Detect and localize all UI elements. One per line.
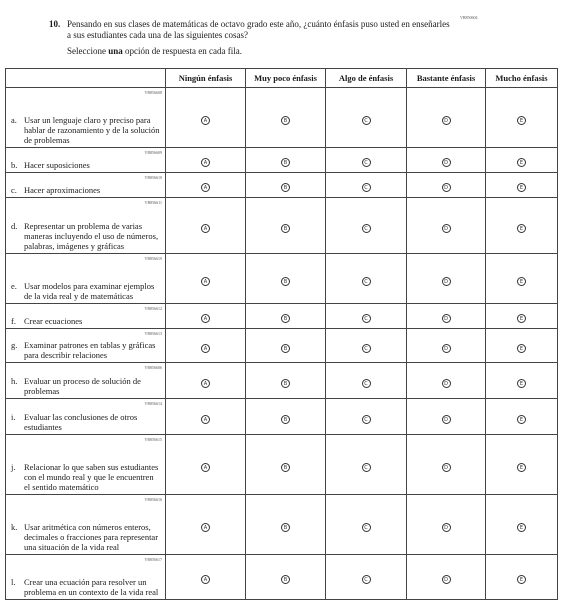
item-cell xyxy=(6,495,166,555)
radio-bubble[interactable]: A xyxy=(201,463,210,472)
item-letter: h. xyxy=(11,376,18,386)
item-cell xyxy=(6,329,166,363)
radio-bubble[interactable]: D xyxy=(442,158,451,167)
radio-bubble[interactable]: A xyxy=(201,344,210,353)
option-cell xyxy=(407,254,486,304)
option-cell xyxy=(486,198,558,254)
item-label xyxy=(11,522,161,552)
radio-bubble[interactable]: D xyxy=(442,277,451,286)
table-row xyxy=(6,148,558,173)
item-label xyxy=(11,316,161,326)
header-algo: Algo de énfasis xyxy=(326,69,407,88)
radio-bubble[interactable]: B xyxy=(281,575,290,584)
header-muy-poco: Muy poco énfasis xyxy=(246,69,326,88)
radio-bubble[interactable]: A xyxy=(201,116,210,125)
item-label xyxy=(11,185,161,195)
item-letter: f. xyxy=(11,316,16,326)
table-row xyxy=(6,399,558,435)
option-cell xyxy=(326,555,407,600)
radio-bubble[interactable]: A xyxy=(201,523,210,532)
radio-bubble[interactable]: B xyxy=(281,183,290,192)
option-cell xyxy=(407,555,486,600)
radio-bubble[interactable]: C xyxy=(362,224,371,233)
item-cell xyxy=(6,435,166,495)
option-cell xyxy=(246,495,326,555)
item-label xyxy=(11,412,161,432)
radio-bubble[interactable]: D xyxy=(442,379,451,388)
option-cell xyxy=(486,88,558,148)
item-text: Crear ecuaciones xyxy=(24,316,83,326)
option-cell xyxy=(486,495,558,555)
radio-bubble[interactable]: E xyxy=(517,314,526,323)
radio-bubble[interactable]: D xyxy=(442,575,451,584)
radio-bubble[interactable]: E xyxy=(517,158,526,167)
item-letter: c. xyxy=(11,185,17,195)
item-code: VB856610 xyxy=(144,175,162,180)
item-letter: j. xyxy=(11,462,16,472)
radio-bubble[interactable]: C xyxy=(362,379,371,388)
radio-bubble[interactable]: D xyxy=(442,314,451,323)
item-code: VB856615 xyxy=(144,437,162,442)
radio-bubble[interactable]: C xyxy=(362,463,371,472)
item-code: VB856619 xyxy=(144,256,162,261)
option-cell xyxy=(166,198,246,254)
table-row xyxy=(6,254,558,304)
option-cell xyxy=(166,88,246,148)
option-cell xyxy=(166,555,246,600)
radio-bubble[interactable]: E xyxy=(517,116,526,125)
option-cell xyxy=(326,198,407,254)
option-cell xyxy=(246,88,326,148)
radio-bubble[interactable]: E xyxy=(517,575,526,584)
item-code: VB856609 xyxy=(144,150,162,155)
option-cell xyxy=(407,435,486,495)
item-cell xyxy=(6,399,166,435)
item-code: VB856617 xyxy=(144,557,162,562)
option-cell xyxy=(166,304,246,329)
table-row xyxy=(6,88,558,148)
item-code: VB856613 xyxy=(144,331,162,336)
item-label xyxy=(11,376,161,396)
option-cell xyxy=(407,495,486,555)
radio-bubble[interactable]: C xyxy=(362,575,371,584)
question-id: VB850604 xyxy=(460,15,478,20)
item-letter: l. xyxy=(11,577,16,587)
item-text: Hacer suposiciones xyxy=(24,160,90,170)
option-cell xyxy=(407,173,486,198)
radio-bubble[interactable]: D xyxy=(442,183,451,192)
item-cell xyxy=(6,148,166,173)
header-ningun: Ningún énfasis xyxy=(166,69,246,88)
option-cell xyxy=(407,363,486,399)
option-cell xyxy=(486,555,558,600)
option-cell xyxy=(326,304,407,329)
table-row xyxy=(6,173,558,198)
item-cell xyxy=(6,555,166,600)
option-cell xyxy=(166,254,246,304)
radio-bubble[interactable]: C xyxy=(362,183,371,192)
option-cell xyxy=(407,198,486,254)
radio-bubble[interactable]: A xyxy=(201,224,210,233)
radio-bubble[interactable]: B xyxy=(281,314,290,323)
table-row xyxy=(6,555,558,600)
item-letter: i. xyxy=(11,412,16,422)
radio-bubble[interactable]: B xyxy=(281,158,290,167)
item-cell xyxy=(6,88,166,148)
question-number: 10. xyxy=(49,19,61,29)
instruction-pre: Seleccione xyxy=(67,46,109,56)
radio-bubble[interactable]: E xyxy=(517,379,526,388)
table-row xyxy=(6,435,558,495)
option-cell xyxy=(246,148,326,173)
item-cell xyxy=(6,173,166,198)
radio-bubble[interactable]: A xyxy=(201,415,210,424)
header-bastante: Bastante énfasis xyxy=(407,69,486,88)
option-cell xyxy=(486,254,558,304)
radio-bubble[interactable]: C xyxy=(362,314,371,323)
item-text: Evaluar un proceso de solución de problemas xyxy=(24,376,141,396)
item-letter: b. xyxy=(11,160,18,170)
option-cell xyxy=(326,148,407,173)
item-text: Usar aritmética con números enteros, decimales o fracciones para representar una situación de la vida real xyxy=(24,522,159,552)
item-text: Examinar patrones en tablas y gráficas para describir relaciones xyxy=(24,340,156,360)
radio-bubble[interactable]: E xyxy=(517,224,526,233)
option-cell xyxy=(166,173,246,198)
radio-bubble[interactable]: C xyxy=(362,277,371,286)
radio-bubble[interactable]: A xyxy=(201,277,210,286)
option-cell xyxy=(246,254,326,304)
item-text: Usar un lenguaje claro y preciso para hablar de razonamiento y de la solución de problemas xyxy=(24,115,160,145)
option-cell xyxy=(486,399,558,435)
option-cell xyxy=(166,435,246,495)
table-row xyxy=(6,495,558,555)
option-cell xyxy=(166,148,246,173)
item-letter: k. xyxy=(11,522,18,532)
option-cell xyxy=(407,329,486,363)
option-cell xyxy=(246,363,326,399)
question-instruction xyxy=(67,46,242,56)
table-row xyxy=(6,304,558,329)
option-cell xyxy=(326,173,407,198)
option-cell xyxy=(486,363,558,399)
response-grid xyxy=(5,68,558,600)
option-cell xyxy=(246,399,326,435)
option-cell xyxy=(326,254,407,304)
item-label xyxy=(11,340,161,360)
item-code: VB856611 xyxy=(144,200,162,205)
table-row xyxy=(6,198,558,254)
question-text: Pensando en sus clases de matemáticas de octavo grado este año, ¿cuánto énfasis puso usted en enseñarles a sus estudiantes cada una de las siguientes cosas? xyxy=(67,19,450,40)
radio-bubble[interactable]: C xyxy=(362,523,371,532)
header-mucho: Mucho énfasis xyxy=(486,69,558,88)
option-cell xyxy=(407,399,486,435)
option-cell xyxy=(246,198,326,254)
item-code: VB856614 xyxy=(144,401,162,406)
item-label xyxy=(11,577,161,597)
option-cell xyxy=(166,363,246,399)
option-cell xyxy=(166,399,246,435)
option-cell xyxy=(246,329,326,363)
radio-bubble[interactable]: A xyxy=(201,314,210,323)
item-cell xyxy=(6,363,166,399)
radio-bubble[interactable]: B xyxy=(281,523,290,532)
radio-bubble[interactable]: E xyxy=(517,277,526,286)
item-label xyxy=(11,221,161,251)
option-cell xyxy=(407,88,486,148)
item-cell xyxy=(6,198,166,254)
option-cell xyxy=(486,435,558,495)
option-cell xyxy=(246,304,326,329)
radio-bubble[interactable]: A xyxy=(201,158,210,167)
item-text: Hacer aproximaciones xyxy=(24,185,101,195)
item-code: VB856608 xyxy=(144,90,162,95)
radio-bubble[interactable]: E xyxy=(517,415,526,424)
radio-bubble[interactable]: A xyxy=(201,575,210,584)
radio-bubble[interactable]: B xyxy=(281,379,290,388)
option-cell xyxy=(407,148,486,173)
option-cell xyxy=(486,304,558,329)
radio-bubble[interactable]: D xyxy=(442,116,451,125)
radio-bubble[interactable]: D xyxy=(442,523,451,532)
item-label xyxy=(11,281,161,301)
option-cell xyxy=(326,435,407,495)
radio-bubble[interactable]: E xyxy=(517,183,526,192)
option-cell xyxy=(166,329,246,363)
item-label xyxy=(11,160,161,170)
radio-bubble[interactable]: E xyxy=(517,523,526,532)
radio-bubble[interactable]: A xyxy=(201,379,210,388)
header-blank xyxy=(6,69,166,88)
radio-bubble[interactable]: A xyxy=(201,183,210,192)
radio-bubble[interactable]: D xyxy=(442,415,451,424)
option-cell xyxy=(326,399,407,435)
radio-bubble[interactable]: B xyxy=(281,116,290,125)
item-text: Representar un problema de varias maneras incluyendo el uso de números, palabras, imágenes y gráficas xyxy=(24,221,159,251)
item-code: VB856612 xyxy=(144,306,162,311)
option-cell xyxy=(326,495,407,555)
instruction-post: opción de respuesta en cada fila. xyxy=(122,46,242,56)
option-cell xyxy=(486,148,558,173)
item-cell xyxy=(6,254,166,304)
header-row xyxy=(6,69,558,88)
radio-bubble[interactable]: B xyxy=(281,463,290,472)
item-letter: d. xyxy=(11,221,18,231)
item-text: Usar modelos para examinar ejemplos de la vida real y de matemáticas xyxy=(24,281,155,301)
radio-bubble[interactable]: C xyxy=(362,116,371,125)
radio-bubble[interactable]: D xyxy=(442,463,451,472)
item-label xyxy=(11,462,161,492)
option-cell xyxy=(246,435,326,495)
item-letter: g. xyxy=(11,340,18,350)
instruction-bold: una xyxy=(108,46,123,56)
radio-bubble[interactable]: C xyxy=(362,344,371,353)
radio-bubble[interactable]: D xyxy=(442,224,451,233)
option-cell xyxy=(246,555,326,600)
option-cell xyxy=(486,329,558,363)
table-row xyxy=(6,363,558,399)
option-cell xyxy=(326,88,407,148)
radio-bubble[interactable]: E xyxy=(517,344,526,353)
radio-bubble[interactable]: D xyxy=(442,344,451,353)
radio-bubble[interactable]: C xyxy=(362,158,371,167)
option-cell xyxy=(407,304,486,329)
item-text: Crear una ecuación para resolver un problema en un contexto de la vida real xyxy=(24,577,159,597)
option-cell xyxy=(326,329,407,363)
item-text: Evaluar las conclusiones de otros estudiantes xyxy=(24,412,138,432)
item-code: VB856606 xyxy=(144,365,162,370)
radio-bubble[interactable]: B xyxy=(281,344,290,353)
item-code: VB856616 xyxy=(144,497,162,502)
item-cell xyxy=(6,304,166,329)
option-cell xyxy=(486,173,558,198)
item-label xyxy=(11,115,161,145)
radio-bubble[interactable]: B xyxy=(281,415,290,424)
radio-bubble[interactable]: B xyxy=(281,224,290,233)
item-letter: e. xyxy=(11,281,17,291)
item-letter: a. xyxy=(11,115,17,125)
table-row xyxy=(6,329,558,363)
radio-bubble[interactable]: C xyxy=(362,415,371,424)
option-cell xyxy=(326,363,407,399)
radio-bubble[interactable]: E xyxy=(517,463,526,472)
item-text: Relacionar lo que saben sus estudiantes con el mundo real y que le encuentren el sentido matemático xyxy=(24,462,159,492)
radio-bubble[interactable]: B xyxy=(281,277,290,286)
option-cell xyxy=(246,173,326,198)
option-cell xyxy=(166,495,246,555)
